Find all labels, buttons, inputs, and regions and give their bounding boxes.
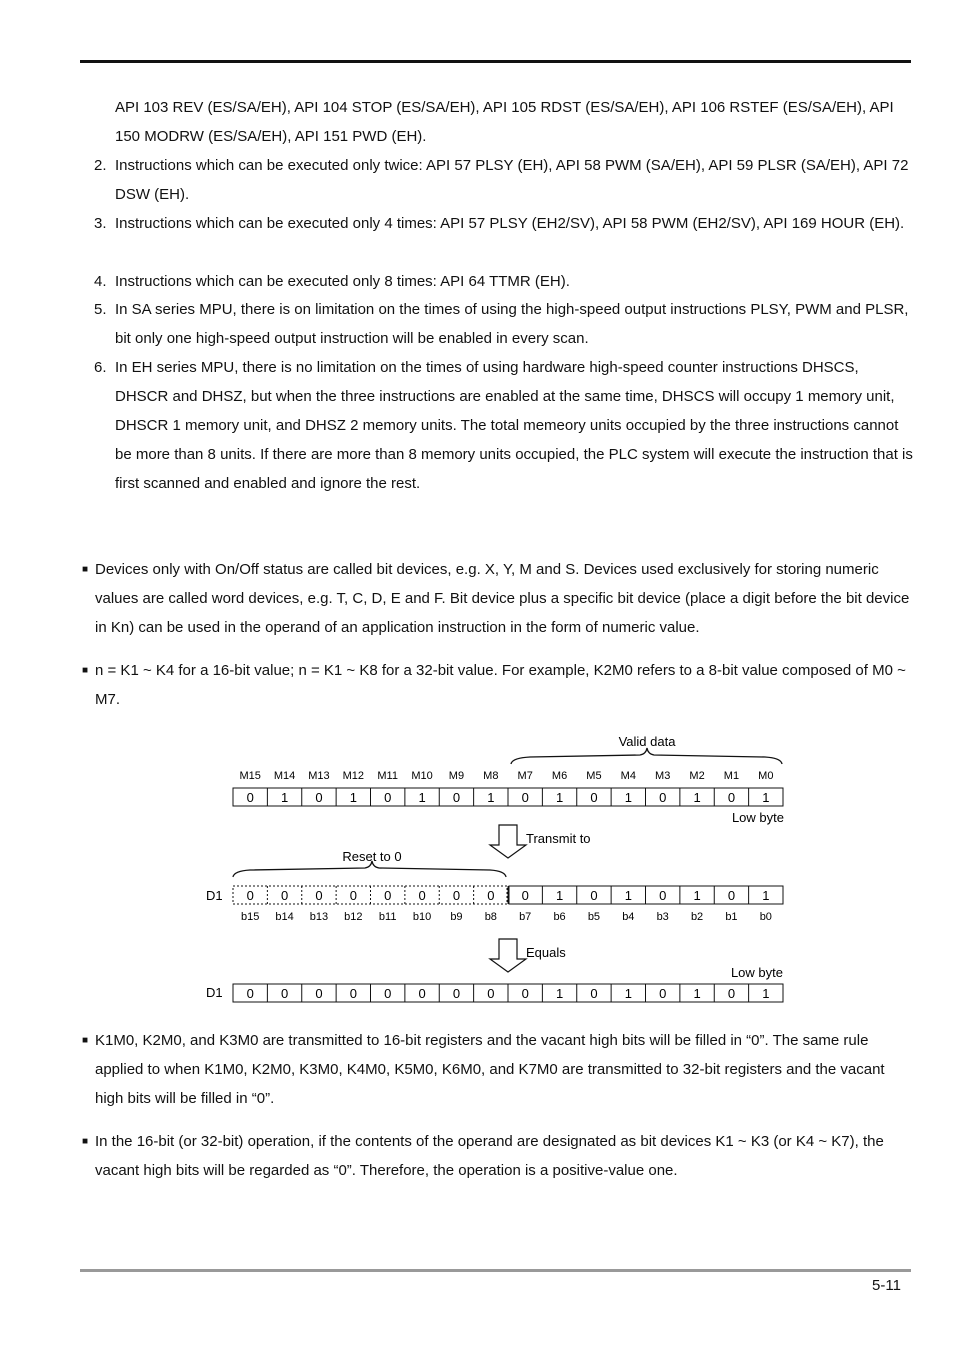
- bit-value: 0: [727, 790, 736, 805]
- bit-value: 0: [315, 986, 323, 1001]
- bit-value: 0: [452, 888, 461, 903]
- d1-label: D1: [206, 888, 223, 903]
- bit-index-label: b12: [344, 911, 363, 923]
- list-item-number: 6.: [94, 359, 107, 376]
- bit-value: 0: [246, 986, 254, 1001]
- list-item-text: In EH series MPU, there is no limitation on the times of using hardware high-speed counter instructions DHSCS, DHSCR and DHSZ, but when the three instructions are enabled at the same time, DHSCS will occupy 1 memory unit, DHSCR 1 memory unit, and DHSZ 2 memory units. The total memeory units occupied by the three instructions cannot be more than 8 units. If there are more than 8 memory units occupied, the PLC system will execute the instruction that is first scanned and enabled and ignore the rest.: [115, 359, 913, 492]
- bit-index-label: b4: [622, 911, 635, 923]
- bit-value: 0: [418, 986, 426, 1001]
- bit-value: 1: [693, 986, 701, 1001]
- bit-index-label: M7: [517, 770, 533, 782]
- equals-down-arrow-icon: [490, 939, 526, 972]
- low-byte-label: Low byte: [730, 965, 783, 980]
- page-number: 5-11: [872, 1277, 901, 1294]
- bit-index-label: M15: [239, 770, 261, 782]
- bullet-square-icon: ■: [82, 1035, 89, 1046]
- bit-index-label: M12: [342, 770, 365, 782]
- bit-index-label: M3: [655, 770, 671, 782]
- bit-value: 1: [693, 888, 701, 903]
- bit-index-label: M13: [308, 770, 330, 782]
- bit-value: 0: [280, 986, 289, 1001]
- bit-value: 0: [727, 888, 736, 903]
- bit-index-label: b0: [759, 911, 772, 923]
- bit-value: 0: [452, 986, 461, 1001]
- list-item-text: Instructions which can be executed only 4 times: API 57 PLSY (EH2/SV), API 58 PWM (EH2/SV), API 169 HOUR (EH).: [115, 215, 905, 232]
- bit-index-label: b14: [275, 911, 294, 923]
- bit-index-label: b9: [450, 911, 463, 923]
- bit-value: 1: [624, 790, 632, 805]
- bit-value: 0: [521, 888, 529, 903]
- bit-index-label: M8: [483, 770, 499, 782]
- bit-index-label: M4: [620, 770, 636, 782]
- bit-index-label: b13: [309, 911, 329, 923]
- bit-value: 0: [521, 986, 529, 1001]
- transmit-down-arrow-icon: [490, 825, 526, 858]
- list-item-text: In SA series MPU, there is on limitation on the times of using the high-speed output instructions PLSY, PWM and PLSR, bit only one high-speed output instruction will be enabled in every scan.: [115, 301, 909, 347]
- bullet-text: K1M0, K2M0, and K3M0 are transmitted to 16-bit registers and the vacant high bits will be filled in “0”. The same rule applied to when K1M0, K2M0, K3M0, K4M0, K5M0, K6M0, and K7M0 are transmitted to 32-bit registers and the vacant high bits will be filled in “0”.: [95, 1032, 885, 1107]
- bit-value: 1: [624, 888, 632, 903]
- bit-index-label: b10: [412, 911, 432, 923]
- bit-value: 1: [280, 790, 289, 805]
- bit-value: 0: [659, 888, 667, 903]
- bit-value: 0: [659, 790, 667, 805]
- bit-value: 1: [555, 888, 564, 903]
- list-item-number: 2.: [94, 157, 107, 174]
- list-item-number: 4.: [94, 273, 107, 290]
- bit-value: 0: [246, 790, 254, 805]
- bit-value: 0: [349, 888, 357, 903]
- bit-value: 0: [384, 888, 392, 903]
- bit-row-d1: [247, 886, 770, 904]
- bit-value: 0: [590, 888, 598, 903]
- bit-index-label: b5: [587, 911, 601, 923]
- bullet-text: Devices only with On/Off status are called bit devices, e.g. X, Y, M and S. Devices used exclusively for storing numeric values are called word devices, e.g. T, C, D, E and F. Bit device plus a specific bit device (place a digit before the bit device in Kn) can be used in the operand of an application instruction in the form of numeric value.: [95, 561, 910, 636]
- bit-value: 1: [762, 888, 770, 903]
- transmit-label: Transmit to: [526, 831, 591, 846]
- bullet-text: n = K1 ~ K4 for a 16-bit value; n = K1 ~ K8 for a 32-bit value. For example, K2M0 refers to a 8-bit value composed of M0 ~ M7.: [95, 662, 906, 708]
- reset-label: Reset to 0: [342, 849, 402, 864]
- bit-index-label: M11: [377, 770, 398, 782]
- bit-value: 0: [280, 888, 289, 903]
- bit-value: 0: [246, 888, 254, 903]
- bit-value: 0: [384, 986, 392, 1001]
- bit-value: 0: [590, 986, 598, 1001]
- bit-index-label: M9: [448, 770, 465, 782]
- bit-value: 1: [349, 790, 357, 805]
- bullet-text: In the 16-bit (or 32-bit) operation, if the contents of the operand are designated as bit devices K1 ~ K3 (or K4 ~ K7), the vacant high bits will be regarded as “0”. Therefore, the operation is a positive-value one.: [95, 1133, 884, 1179]
- bit-value: 0: [315, 888, 323, 903]
- bit-index-label: M5: [586, 770, 602, 782]
- bit-value: 1: [762, 790, 770, 805]
- bullet-square-icon: ■: [82, 1136, 89, 1147]
- bit-value: 1: [555, 790, 564, 805]
- valid-data-brace: [511, 748, 782, 764]
- bit-value: 1: [624, 986, 632, 1001]
- bit-index-label: b2: [690, 911, 704, 923]
- bit-index-label: b8: [484, 911, 497, 923]
- bit-value: 0: [727, 986, 736, 1001]
- valid-data-label: Valid data: [618, 734, 676, 749]
- list-item-number: 3.: [94, 215, 107, 232]
- bit-value: 1: [487, 790, 495, 805]
- bit-value: 1: [693, 790, 701, 805]
- list-item-text: Instructions which can be executed only twice: API 57 PLSY (EH), API 58 PWM (SA/EH), API 59 PLSR (SA/EH), API 72 DSW (EH).: [115, 157, 909, 203]
- b-label-row: [241, 911, 772, 923]
- bit-device-diagram: [200, 728, 800, 1008]
- header-rule: [80, 60, 911, 63]
- bit-value: 0: [384, 790, 392, 805]
- bit-value: 1: [555, 986, 564, 1001]
- bullet-square-icon: ■: [82, 665, 89, 676]
- bit-index-label: M1: [723, 770, 740, 782]
- bit-value: 0: [418, 888, 426, 903]
- bit-value: 0: [659, 986, 667, 1001]
- bit-row-result: [247, 984, 770, 1002]
- bit-index-label: M14: [273, 770, 296, 782]
- bit-value: 0: [590, 790, 598, 805]
- bit-row-m: [247, 788, 770, 806]
- bit-value: 1: [762, 986, 770, 1001]
- bit-value: 0: [452, 790, 461, 805]
- continuation-paragraph: API 103 REV (ES/SA/EH), API 104 STOP (ES/SA/EH), API 105 RDST (ES/SA/EH), API 106 RSTEF (ES/SA/EH), API 150 MODRW (ES/SA/EH), API 151 PWD (EH).: [115, 99, 894, 145]
- bit-value: 0: [349, 986, 357, 1001]
- d1-label: D1: [206, 985, 223, 1000]
- bit-index-label: b3: [656, 911, 669, 923]
- m-label-row: [239, 770, 773, 782]
- bit-value: 0: [521, 790, 529, 805]
- bit-index-label: b6: [553, 911, 566, 923]
- bit-value: 0: [487, 888, 495, 903]
- bit-index-label: b11: [378, 911, 397, 923]
- bit-value: 0: [315, 790, 323, 805]
- list-item-text: Instructions which can be executed only 8 times: API 64 TTMR (EH).: [115, 273, 570, 290]
- bit-index-label: b7: [519, 911, 532, 923]
- low-byte-label: Low byte: [731, 810, 784, 825]
- bit-value: 1: [418, 790, 426, 805]
- bit-index-label: b1: [725, 911, 738, 923]
- list-item-number: 5.: [94, 301, 107, 318]
- bit-index-label: b15: [241, 911, 260, 923]
- bit-index-label: M6: [551, 770, 568, 782]
- bit-index-label: M10: [411, 770, 433, 782]
- bit-index-label: M2: [689, 770, 705, 782]
- bullet-square-icon: ■: [82, 564, 89, 575]
- footer-rule: [80, 1269, 911, 1272]
- bit-value: 0: [487, 986, 495, 1001]
- bit-index-label: M0: [758, 770, 774, 782]
- equals-label: Equals: [526, 945, 566, 960]
